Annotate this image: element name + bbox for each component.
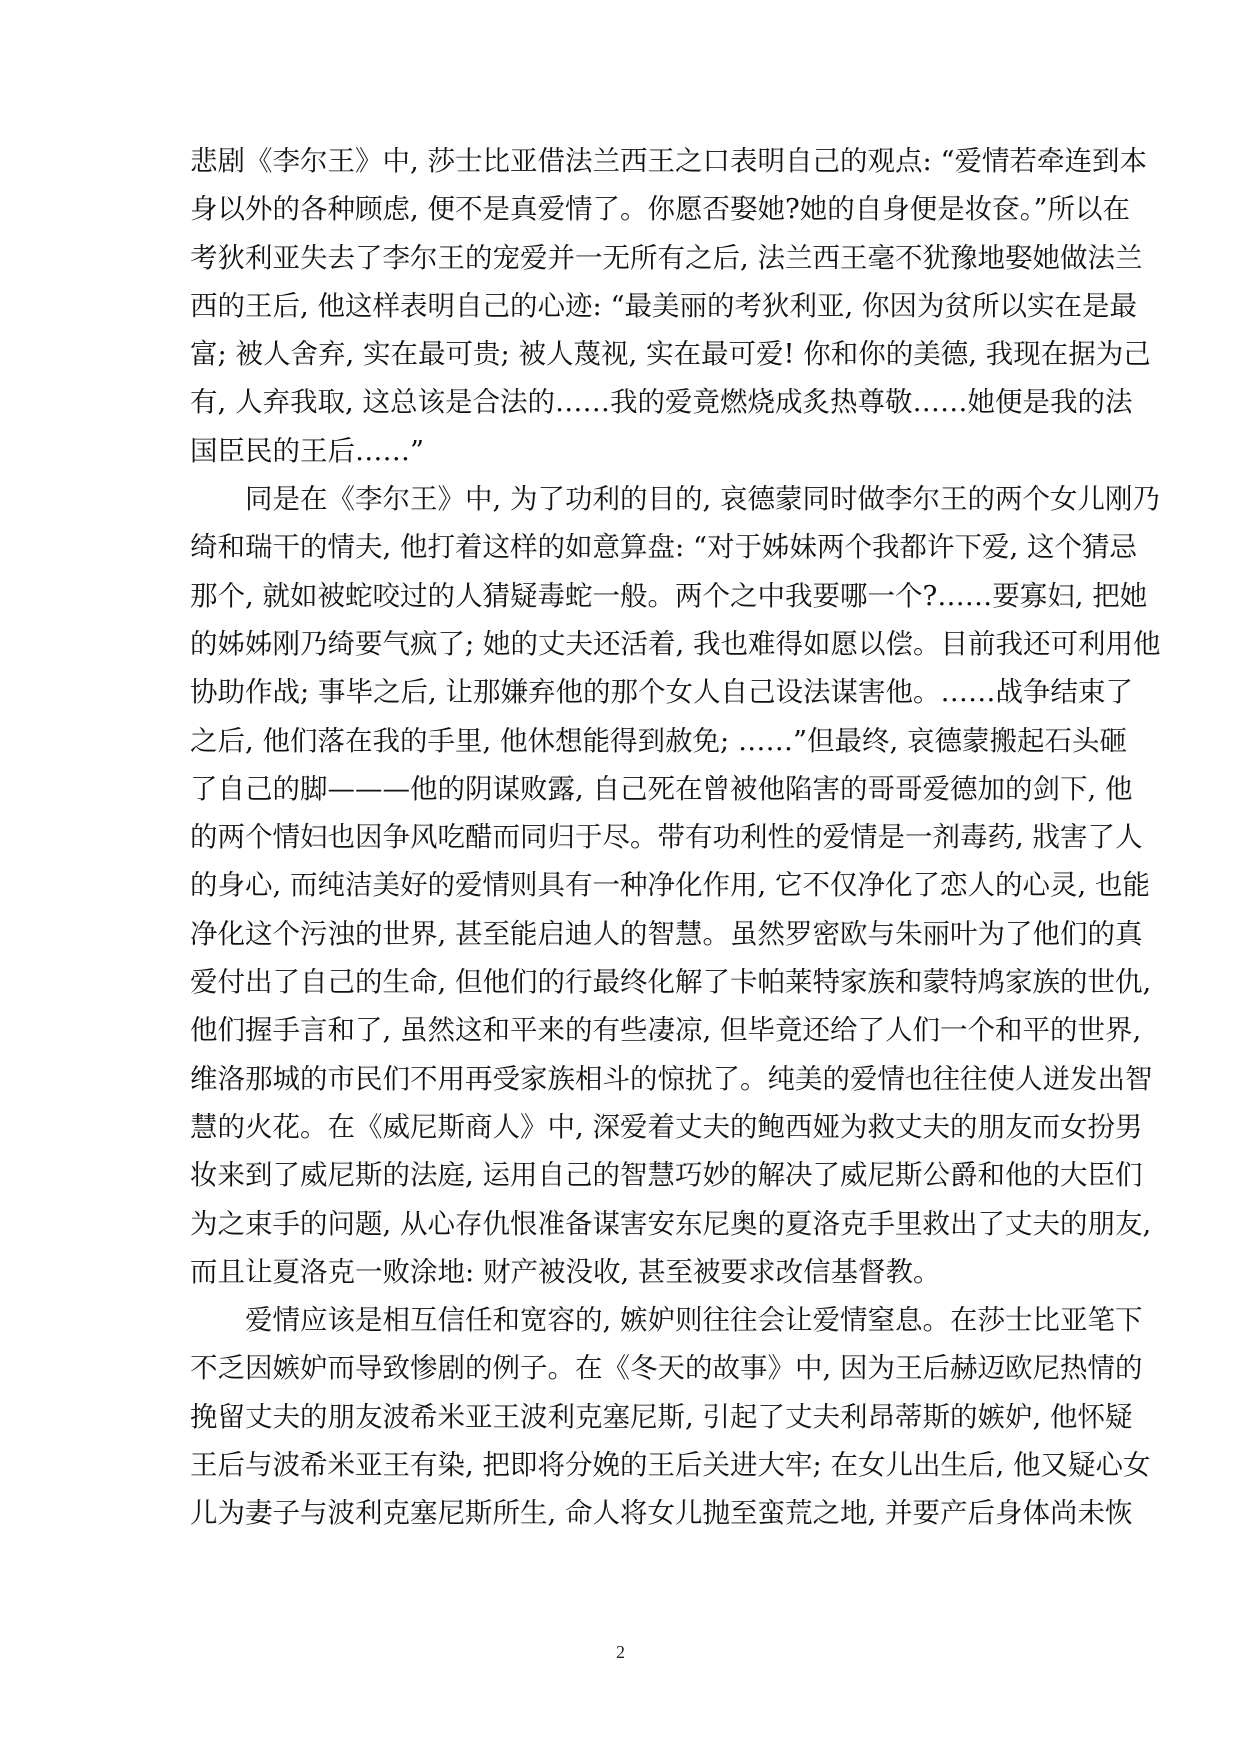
- text-line: 富; 被人舍弃, 实在最可贵; 被人蔑视, 实在最可爱! 你和你的美德, 我现在据为己: [190, 338, 1151, 371]
- text-line: 而且让夏洛克一败涂地: 财产被没收, 甚至被要求改信基督教。: [190, 1255, 941, 1288]
- text-line: 他们握手言和了, 虽然这和平来的有些凄凉, 但毕竟还给了人们一个和平的世界,: [190, 1014, 1142, 1047]
- text-line: 西的王后, 他这样表明自己的心迹: “最美丽的考狄利亚, 你因为贫所以实在是最: [190, 289, 1138, 322]
- text-line: 爱付出了自己的生命, 但他们的行最终化解了卡帕莱特家族和蒙特鸠家族的世仇,: [190, 966, 1152, 999]
- text-line: 慧的火花。在《威尼斯商人》中, 深爱着丈夫的鲍西娅为救丈夫的朋友而女扮男: [190, 1110, 1143, 1143]
- text-line: 绮和瑞干的情夫, 他打着这样的如意算盘: “对于姊妹两个我都许下爱, 这个猜忌: [190, 531, 1138, 564]
- text-line: 协助作战; 事毕之后, 让那嫌弃他的那个女人自己设法谋害他。……战争结束了: [190, 676, 1133, 709]
- paragraph-first-line: 爱情应该是相互信任和宽容的, 嫉妒则往往会让爱情窒息。在莎士比亚笔下: [245, 1304, 1143, 1337]
- text-line: 的姊姊刚乃绮要气疯了; 她的丈夫还活着, 我也难得如愿以偿。目前我还可利用他: [190, 627, 1161, 660]
- text-line: 不乏因嫉妒而导致惨剧的例子。在《冬天的故事》中, 因为王后赫迈欧尼热情的: [190, 1352, 1143, 1385]
- text-line: 儿为妻子与波利克塞尼斯所生, 命人将女儿抛至蛮荒之地, 并要产后身体尚未恢: [190, 1497, 1133, 1530]
- text-line: 维洛那城的市民们不用再受家族相斗的惊扰了。纯美的爱情也往往使人迸发出智: [190, 1062, 1153, 1095]
- text-line: 王后与波希米亚王有染, 把即将分娩的王后关进大牢; 在女儿出生后, 他又疑心女: [190, 1449, 1151, 1482]
- text-line: 悲剧《李尔王》中, 莎士比亚借法兰西王之口表明自己的观点: “爱情若牵连到本: [190, 145, 1148, 177]
- text-line: 妆来到了威尼斯的法庭, 运用自己的智慧巧妙的解决了威尼斯公爵和他的大臣们: [190, 1159, 1143, 1192]
- text-line: 考狄利亚失去了李尔王的宠爱并一无所有之后, 法兰西王毫不犹豫地娶她做法兰: [190, 241, 1143, 274]
- text-line: 有, 人弃我取, 这总该是合法的……我的爱竟燃烧成炙热尊敬……她便是我的法: [190, 386, 1133, 419]
- text-line: 的身心, 而纯洁美好的爱情则具有一种净化作用, 它不仅净化了恋人的心灵, 也能: [190, 869, 1150, 902]
- text-line: 挽留丈夫的朋友波希米亚王波利克塞尼斯, 引起了丈夫利昂蒂斯的嫉妒, 他怀疑: [190, 1400, 1133, 1433]
- page-number: 2: [616, 1642, 625, 1662]
- text-line: 为之束手的问题, 从心存仇恨准备谋害安东尼奥的夏洛克手里救出了丈夫的朋友,: [190, 1207, 1152, 1240]
- text-line: 国臣民的王后……”: [190, 434, 425, 467]
- paragraph-first-line: 同是在《李尔王》中, 为了功利的目的, 哀德蒙同时做李尔王的两个女儿刚乃: [245, 483, 1160, 516]
- text-line: 之后, 他们落在我的手里, 他休想能得到赦免; ……”但最终, 哀德蒙搬起石头砸: [190, 724, 1128, 757]
- text-line: 的两个情妇也因争风吃醋而同归于尽。带有功利性的爱情是一剂毒药, 戕害了人: [190, 821, 1143, 854]
- text-line: 那个, 就如被蛇咬过的人猜疑毒蛇一般。两个之中我要哪一个?……要寡妇, 把她: [190, 579, 1148, 612]
- body-text: [190, 137, 1161, 1538]
- text-line: 净化这个污浊的世界, 甚至能启迪人的智慧。虽然罗密欧与朱丽叶为了他们的真: [190, 917, 1143, 950]
- text-line: 了自己的脚———他的阴谋败露, 自己死在曾被他陷害的哥哥爱德加的剑下, 他: [190, 772, 1133, 805]
- text-line: 身以外的各种顾虑, 便不是真爱情了。你愿否娶她?她的自身便是妆奁。”所以在: [190, 193, 1131, 226]
